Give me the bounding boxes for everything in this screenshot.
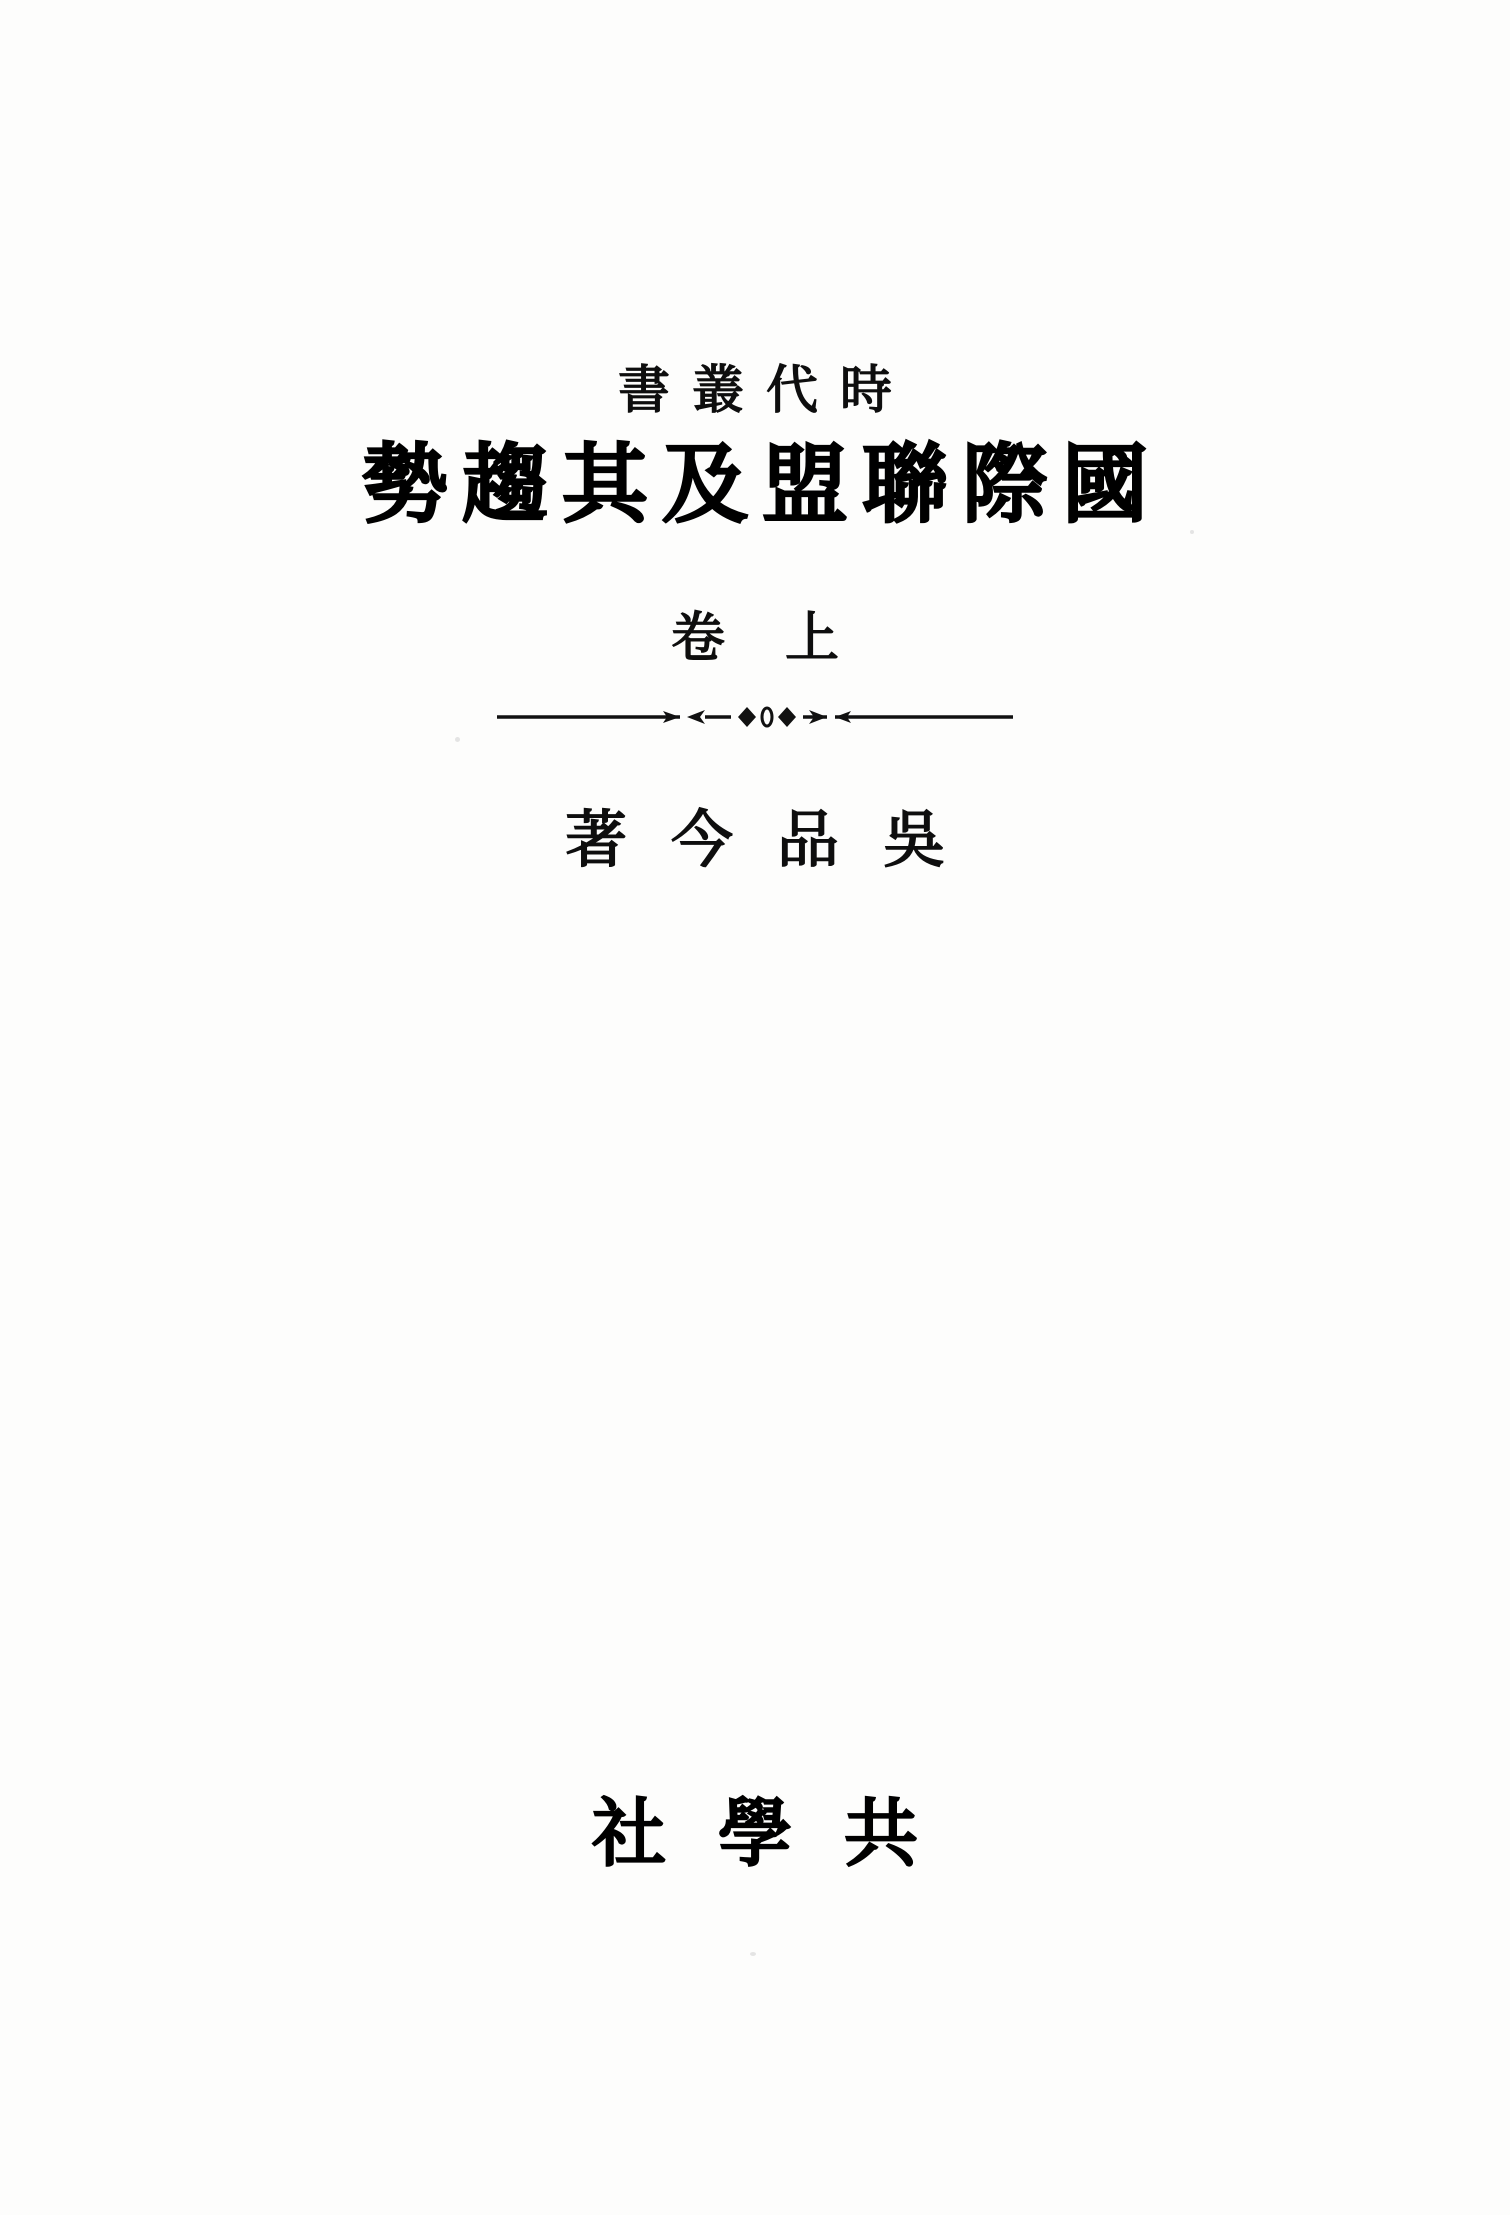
volume-label: 卷上	[671, 605, 899, 669]
publisher-label: 社學共	[592, 1791, 970, 1877]
paper-speckle	[750, 1952, 756, 1956]
series-label: 書叢代時	[617, 360, 914, 421]
page-title: 勢趨其及盟聯際國	[362, 434, 1162, 535]
paper-speckle	[1190, 530, 1194, 534]
ornamental-divider	[495, 700, 1015, 734]
author-label: 著今品吳	[564, 803, 989, 876]
paper-speckle	[455, 737, 460, 742]
